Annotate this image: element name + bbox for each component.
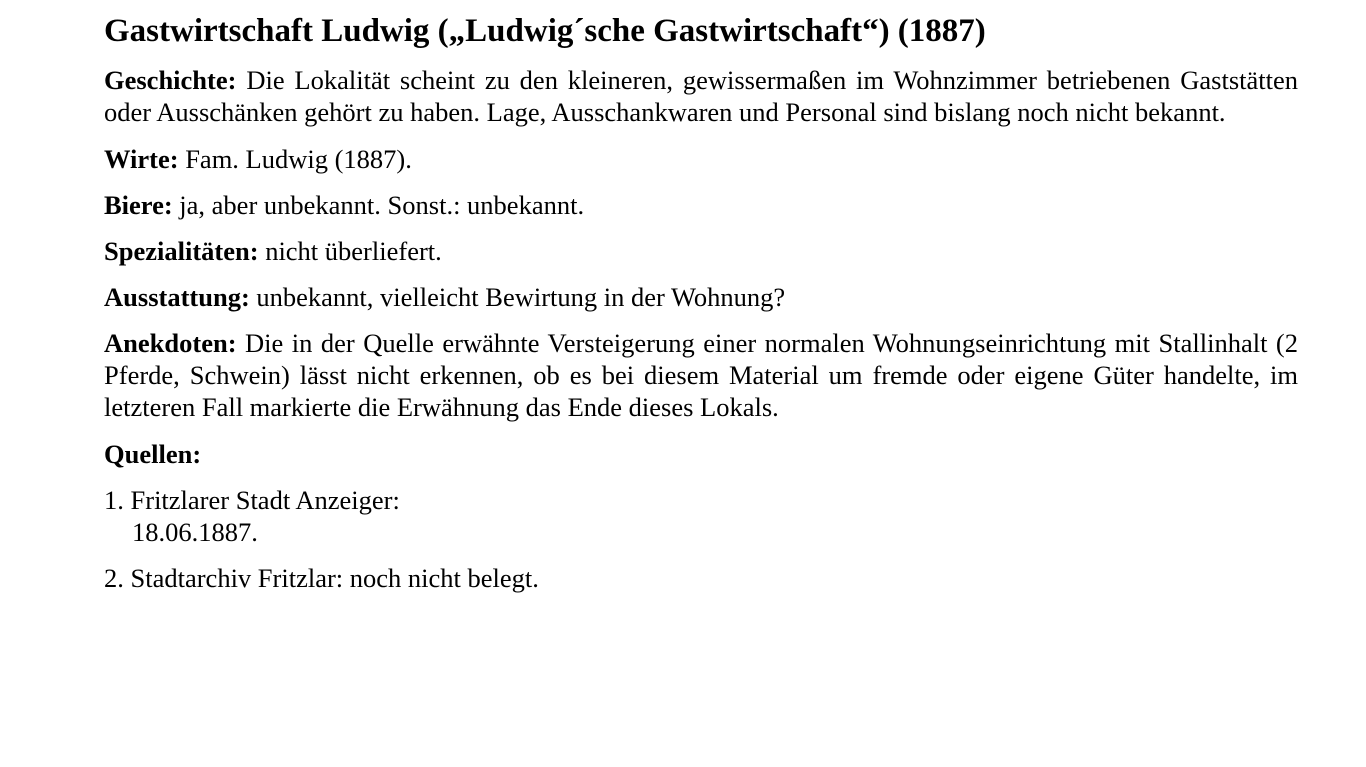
section-label: Biere: (104, 189, 173, 220)
section-wirte (104, 143, 1298, 175)
source-item (104, 484, 1298, 548)
source-line: 2. Stadtarchiv Fritzlar: noch nicht belegt. (104, 562, 539, 593)
section-geschichte (104, 64, 1298, 128)
section-label: Wirte: (104, 143, 179, 174)
section-anekdoten (104, 327, 1298, 423)
section-label: Geschichte: (104, 64, 237, 95)
sources-heading: Quellen: (104, 438, 202, 469)
source-item (104, 562, 1298, 594)
section-text: ja, aber unbekannt. Sonst.: unbekannt. (179, 189, 585, 220)
section-biere (104, 189, 1298, 221)
section-label: Spezialitäten: (104, 235, 259, 266)
section-text: unbekannt, vielleicht Bewirtung in der Wohnung? (256, 281, 786, 312)
section-text: nicht überliefert. (265, 235, 442, 266)
section-label: Anekdoten: (104, 327, 237, 358)
source-date: 18.06.1887. (132, 516, 258, 547)
section-text: Die Lokalität scheint zu den kleineren, gewissermaßen im Wohnzimmer betriebenen Gaststätten oder Ausschänken gehört zu haben. Lage, Ausschankwaren und Personal sind bislang noch nicht bekannt. (104, 64, 1298, 127)
document-title: Gastwirtschaft Ludwig („Ludwig´sche Gastwirtschaft“) (1887) (104, 13, 986, 49)
section-label: Ausstattung: (104, 281, 250, 312)
section-spezialitaeten (104, 235, 1298, 267)
source-line: 1. Fritzlarer Stadt Anzeiger: (104, 484, 400, 515)
section-text: Fam. Ludwig (1887). (185, 143, 412, 174)
section-text: Die in der Quelle erwähnte Versteigerung einer normalen Wohnungseinrichtung mit Stallinhalt (2 Pferde, Schwein) lässt nicht erkennen, ob es bei diesem Material um fremde oder eigene Güter handelte, im letzteren Fall markierte die Erwähnung das Ende dieses Lokals. (104, 327, 1299, 422)
section-ausstattung (104, 281, 1298, 313)
